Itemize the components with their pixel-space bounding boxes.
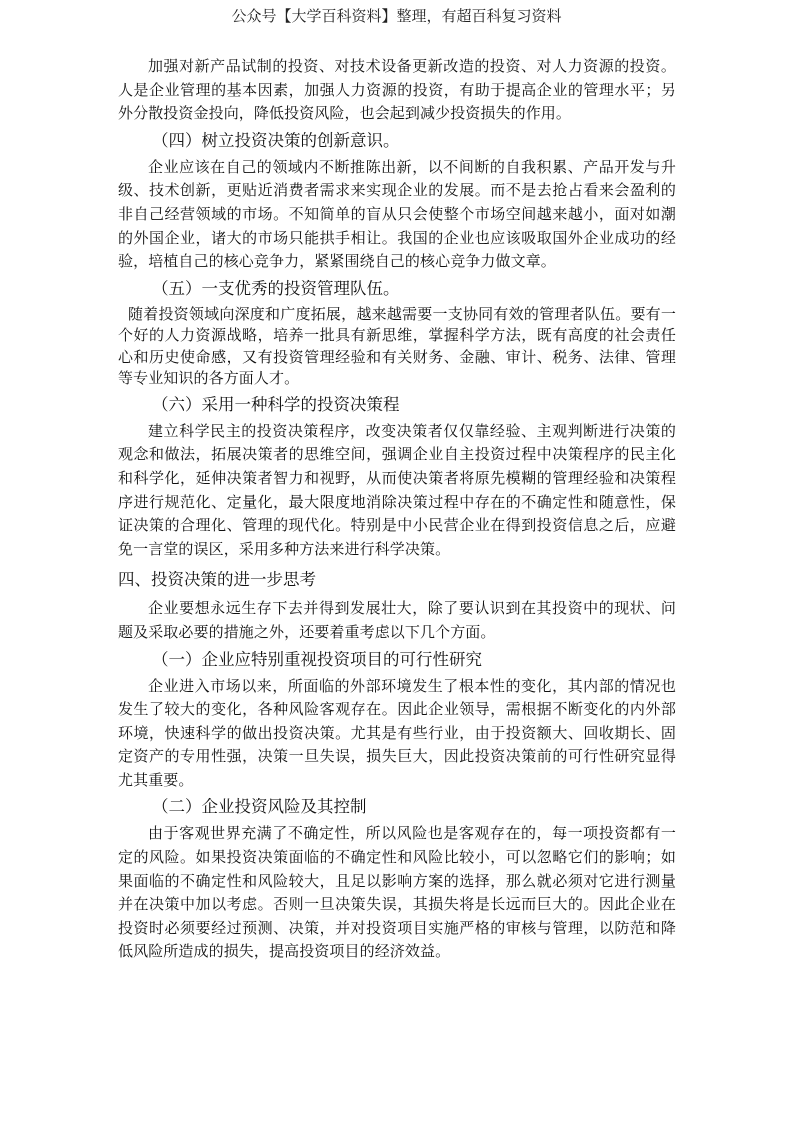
- document-body: [118, 55, 676, 964]
- subheading-2-risk-control: （二）企业投资风险及其控制: [152, 797, 367, 817]
- subheading-5-management-team: （五）一支优秀的投资管理队伍。: [152, 278, 400, 298]
- paragraph-feasibility: 企业进入市场以来，所面临的外部环境发生了根本性的变化，其内部的情况也发生了较大的变化，各种风险客观存在。因此企业领导，需根据不断变化的内外部环境，快速科学的做出投资决策。尤其是有些行业，由于投资额大、回收期长、固定资产的专用性强，决策一旦失误，损失巨大，因此投资决策前的可行性研究显得尤其重要。: [118, 676, 676, 789]
- paragraph-management-team-text: 随着投资领域向深度和广度拓展，越来越需要一支协同有效的管理者队伍。要有一个好的人力资源战略，培养一批具有新思维，掌握科学方法，既有高度的社会责任心和历史使命感，又有投资管理经验和有关财务、金融、审计、税务、法律、管理等专业知识的各方面人才。: [118, 304, 676, 388]
- paragraph-management-team: [118, 304, 676, 390]
- subheading-4-innovation: （四）树立投资决策的创新意识。: [152, 130, 400, 150]
- paragraph-decision-procedure: 建立科学民主的投资决策程序，改变决策者仅仅靠经验、主观判断进行决策的观念和做法，拓展决策者的思维空间，强调企业自主投资过程中决策程序的民主化和科学化，延伸决策者智力和视野，从而使决策者将原先模糊的管理经验和决策程序进行规范化、定量化，最大限度地消除决策过程中存在的不确定性和随意性，保证决策的合理化、管理的现代化。特别是中小民营企业在得到投资信息之后，应避免一言堂的误区，采用多种方法来进行科学决策。: [118, 421, 676, 558]
- section-heading-further-thoughts: 四、投资决策的进一步思考: [118, 570, 316, 590]
- paragraph-human-resources-investment: 加强对新产品试制的投资、对技术设备更新改造的投资、对人力资源的投资。人是企业管理的基本因素，加强人力资源的投资，有助于提高企业的管理水平；另外分散投资金投向，降低投资风险，也会起到减少投资损失的作用。: [118, 57, 676, 123]
- paragraph-further-thoughts-intro: 企业要想永远生存下去并得到发展壮大，除了要认识到在其投资中的现状、问题及采取必要的措施之外，还要着重考虑以下几个方面。: [118, 599, 676, 641]
- paragraph-innovation: 企业应该在自己的领域内不断推陈出新，以不间断的自我积累、产品开发与升级、技术创新，更贴近消费者需求来实现企业的发展。而不是去抢占看来会盈利的非自己经营领域的市场。不知简单的盲从只会使整个市场空间越来越小，面对如潮的外国企业，诸大的市场只能拱手相让。我国的企业也应该吸取国外企业成功的经验，培植自己的核心竞争力，紧紧围绕自己的核心竞争力做文章。: [118, 157, 676, 271]
- page-header: 公众号【大学百科资料】整理，有超百科复习资料: [231, 7, 562, 25]
- subheading-1-feasibility: （一）企业应特别重视投资项目的可行性研究: [152, 649, 482, 669]
- paragraph-risk-control: 由于客观世界充满了不确定性，所以风险也是客观存在的，每一项投资都有一定的风险。如果投资决策面临的不确定性和风险比较小，可以忽略它们的影响；如果面临的不确定性和风险较大，且足以影响方案的选择，那么就必须对它进行测量并在决策中加以考虑。否则一旦决策失误，其损失将是长远而巨大的。因此企业在投资时必须要经过预测、决策，并对投资项目实施严格的审核与管理，以防范和降低风险所造成的损失，提高投资项目的经济效益。: [118, 824, 676, 961]
- subheading-6-decision-procedure: （六）采用一种科学的投资决策程: [152, 394, 400, 414]
